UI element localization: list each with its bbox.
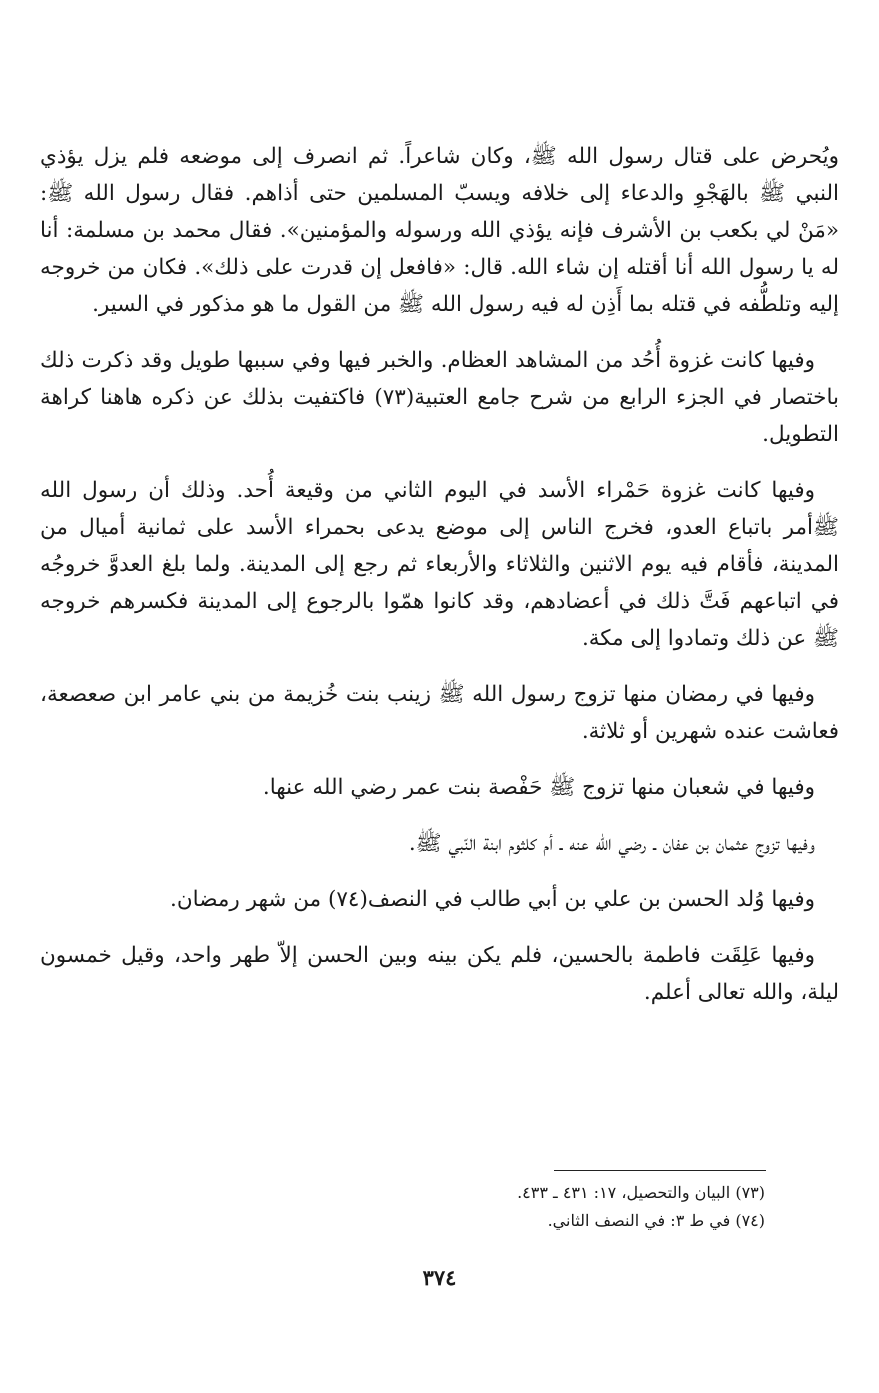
- page-number: ٣٧٤: [422, 1265, 457, 1290]
- footnote-73: (٧٣) البيان والتحصيل، ١٧: ٤٣١ ـ ٤٣٣.: [517, 1183, 765, 1202]
- paragraph-4: وفيها في رمضان منها تزوج رسول الله ﷺ زينب بنت خُزيمة من بني عامر ابن صعصعة، فعاشت عنده شهرين أو ثلاثة.: [40, 682, 839, 744]
- paragraph-2: وفيها كانت غزوة أُحُد من المشاهد العظام. والخبر فيها وفي سببها طويل وقد ذكرت ذلك باختصار في الجزء الرابع من شرح جامع العتبية(٧٣) فاكتفيت بذلك عن ذكره هاهنا كراهة التطويل.: [40, 348, 839, 447]
- paragraph-7: وفيها وُلد الحسن بن علي بن أبي طالب في النصف(٧٤) من شهر رمضان.: [170, 887, 815, 912]
- paragraph-3: وفيها كانت غزوة حَمْراء الأسد في اليوم الثاني من وقيعة أُحد. وذلك أن رسول الله ﷺأمر باتباع العدو، فخرج الناس إلى موضع يدعى بحمراء الأسد على ثمانية أميال من المدينة، فأقام فيه يوم الاثنين والثلاثاء والأربعاء ثم رجع إلى المدينة. ولما بلغ العدوَّ خروجُه في اتباعهم فَتَّ ذلك في أعضادهم، وقد كانوا همّوا بالرجوع إلى المدينة فكسرهم خروجه ﷺ عن ذلك وتمادوا إلى مكة.: [40, 478, 839, 651]
- paragraph-1: ويُحرض على قتال رسول الله ﷺ، وكان شاعراً. ثم انصرف إلى موضعه فلم يزل يؤذي النبي ﷺ بالهَجْوِ والدعاء إلى خلافه ويسبّ المسلمين حتى أذاهم. فقال رسول الله ﷺ: «مَنْ لي بكعب بن الأشرف فإنه يؤذي الله ورسوله والمؤمنين». فقال محمد بن مسلمة: أنا له يا رسول الله أنا أقتله إن شاء الله. قال: «فافعل إن قدرت على ذلك». فكان من خروجه إليه وتلطُّفه في قتله بما أَذِن له فيه رسول الله ﷺ من القول ما هو مذكور في السير.: [40, 144, 839, 317]
- footnote-divider: [554, 1170, 766, 1171]
- paragraph-8: وفيها عَلِقَت فاطمة بالحسين، فلم يكن بينه وبين الحسن إلاّ طهر واحد، وقيل خمسون ليلة، والله تعالى أعلم.: [40, 943, 839, 1005]
- paragraph-6: وفيها تزوج عثمان بن عفان ـ رضي الله عنه ـ أم كلثوم ابنة النّبي ﷺ.: [408, 831, 815, 856]
- footnotes: [40, 1179, 765, 1235]
- paragraph-5: وفيها في شعبان منها تزوج ﷺ حَفْصة بنت عمر رضي الله عنها.: [262, 775, 815, 800]
- footnote-74: (٧٤) في ط ٣: في النصف الثاني.: [547, 1211, 765, 1230]
- main-text: [40, 138, 839, 1030]
